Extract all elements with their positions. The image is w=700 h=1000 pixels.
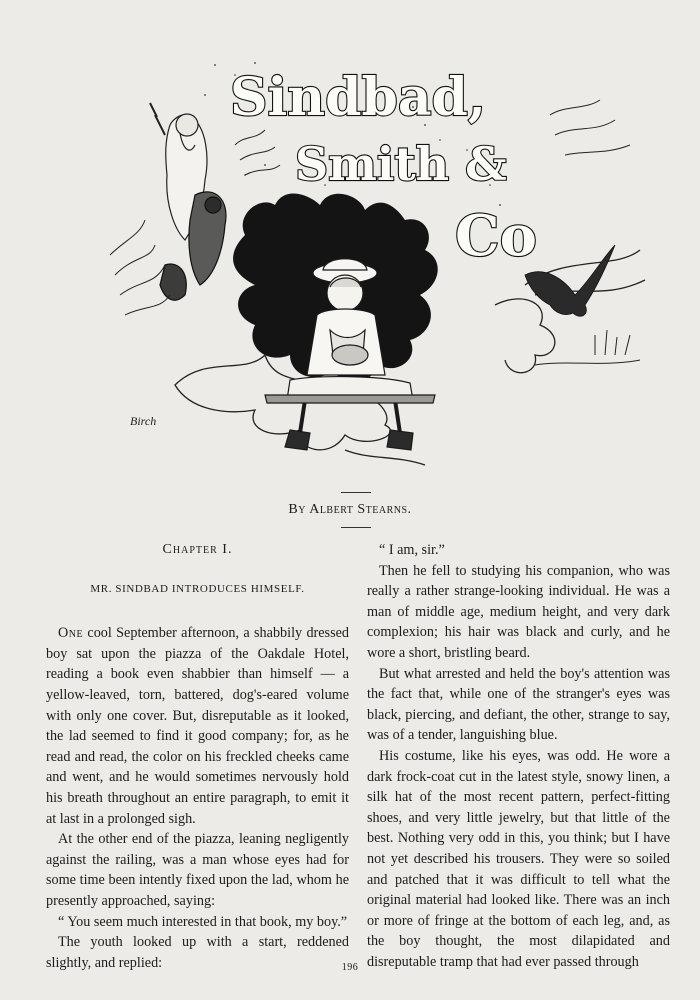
header-illustration: [95, 55, 655, 475]
byline: By Albert Stearns.: [288, 502, 412, 517]
byline-rule-top: [341, 492, 371, 493]
title-line-1: Sindbad,: [230, 67, 486, 128]
chapter-subtitle: MR. SINDBAD INTRODUCES HIMSELF.: [90, 582, 305, 595]
left-column: [46, 540, 349, 973]
page-number: 196: [341, 962, 359, 973]
paragraph: His costume, like his eyes, was odd. He wore a dark frock-coat cut in the latest style, snowy linen, a silk hat of the most recent pattern, perfect-fitting shoes, and very little jewelry, but that little of the best. Nothing very odd in this, you think; but I have not yet described his trousers. They were so soiled and patched that it was difficult to tell what the original material had looked like. There was an inch or more of fringe at the bottom of each leg, and, as the boy thought, the most dilapidated and disreputable tramp that had ever passed through: [367, 747, 670, 970]
right-column: [367, 540, 670, 972]
title-line-2: Smith &: [295, 137, 507, 191]
chapter-heading: Chapter I.: [162, 542, 233, 557]
paragraph: One cool September afternoon, a shabbily dressed boy sat upon the piazza of the Oakdale Hotel, reading a book even shabbier than himself — a yellow-leaved, torn, battered, dog's-eared volume with only one cover. But, disreputable as it looked, the lad seemed to find it good company; for, as he read and read, the color on his freckled cheeks came and went, and he would sometimes nervously hold his breath throughout an entire paragraph, to emit it at last in a prolonged sigh.: [46, 625, 349, 827]
first-word: One: [58, 625, 84, 642]
byline-rule-bottom: [341, 527, 371, 528]
title-line-3: Co: [455, 203, 537, 269]
paragraph: “ I am, sir.”: [379, 542, 445, 558]
paragraph: But what arrested and held the boy's attention was the fact that, while one of the stranger's eyes was black, piercing, and defiant, the other, strange to say, was of a tender, languishing blue.: [367, 665, 670, 744]
paragraph: “ You seem much interested in that book, my boy.”: [58, 913, 348, 930]
paragraph: The youth looked up with a start, reddened slightly, and replied:: [46, 934, 349, 971]
artist-signature: Birch: [130, 414, 157, 428]
paragraph: At the other end of the piazza, leaning negligently against the railing, was a man whose eyes had for some time been intently fixed upon the lad, whom he presently approached, saying:: [46, 831, 349, 909]
paragraph: Then he fell to studying his companion, who was really a rather strange-looking individual. He was a man of middle age, medium height, and very dark complexion; his hair was black and curly, and he wore a short, bristling beard.: [367, 562, 670, 661]
illustration-drawing: [95, 55, 655, 475]
